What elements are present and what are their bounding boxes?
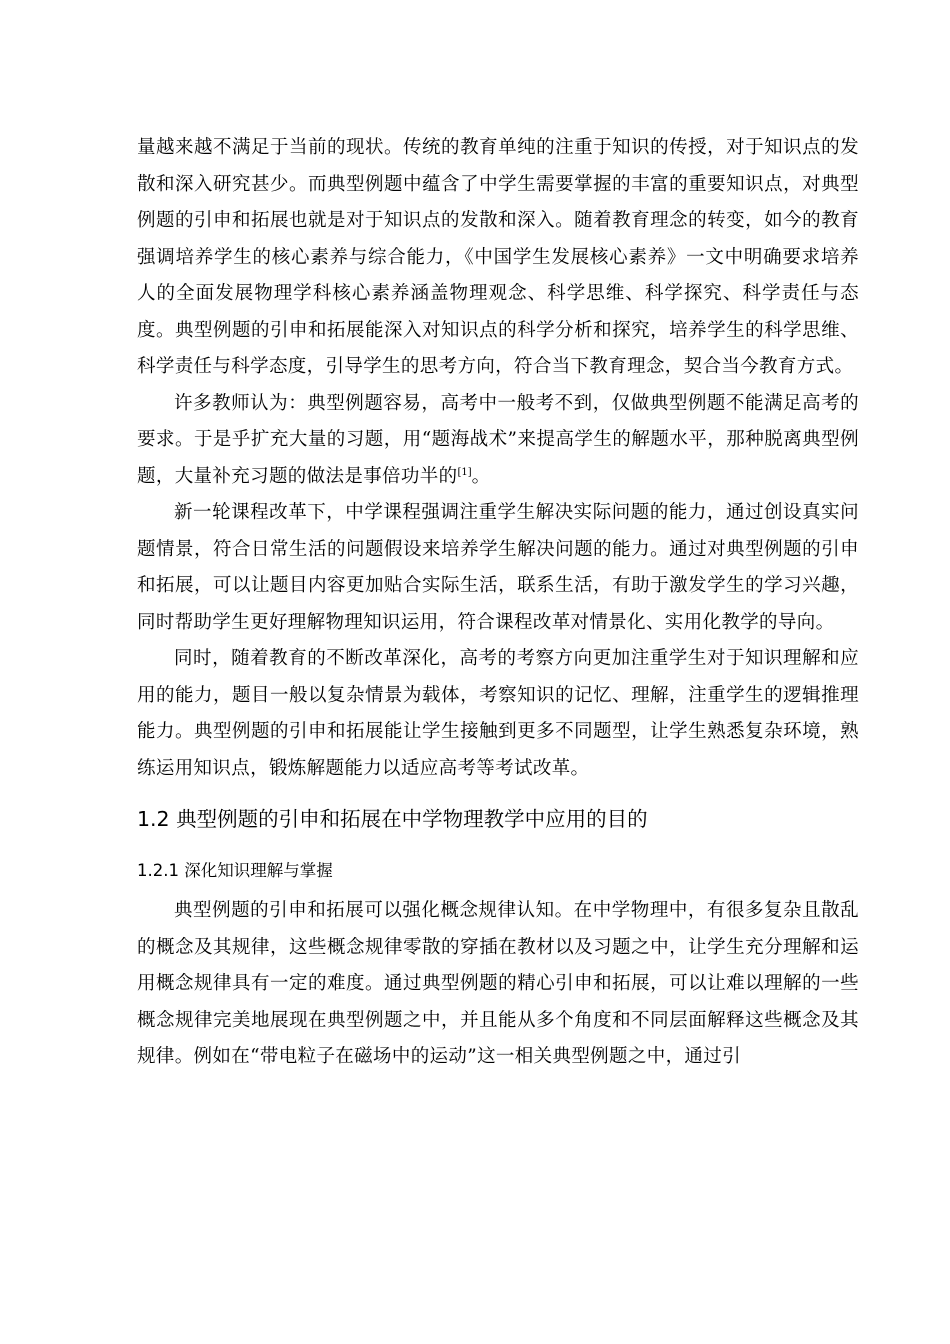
- document-page: [137, 130, 859, 1076]
- paragraph-5: 典型例题的引申和拓展可以强化概念规律认知。在中学物理中，有很多复杂且散乱的概念及其规律，这些概念规律零散的穿插在教材以及习题之中，让学生充分理解和运用概念规律具有一定的难度。通过典型例题的精心引申和拓展，可以让难以理解的一些概念规律完美地展现在典型例题之中，并且能从多个角度和不同层面解释这些概念及其规律。例如在“带电粒子在磁场中的运动”这一相关典型例题之中，通过引: [137, 900, 859, 1067]
- paragraph-2-end: 。: [471, 465, 491, 487]
- paragraph-1: 量越来越不满足于当前的现状。传统的教育单纯的注重于知识的传授，对于知识点的发散和深入研究甚少。而典型例题中蕴含了中学生需要掌握的丰富的重要知识点，对典型例题的引申和拓展也就是对于知识点的发散和深入。随着教育理念的转变，如今的教育强调培养学生的核心素养与综合能力，《中国学生发展核心素养》一文中明确要求培养人的全面发展物理学科核心素养涵盖物理观念、科学思维、科学探究、科学责任与态度。典型例题的引申和拓展能深入对知识点的科学分析和探究，培养学生的科学思维、科学责任与科学态度，引导学生的思考方向，符合当下教育理念，契合当今教育方式。: [137, 137, 859, 377]
- paragraph-3: 新一轮课程改革下，中学课程强调注重学生解决实际问题的能力，通过创设真实问题情景，符合日常生活的问题假设来培养学生解决问题的能力。通过对典型例题的引申和拓展，可以让题目内容更加贴合实际生活，联系生活，有助于激发学生的学习兴趣，同时帮助学生更好理解物理知识运用，符合课程改革对情景化、实用化教学的导向。: [137, 502, 859, 633]
- citation-reference[interactable]: [1]: [457, 466, 472, 478]
- section-heading-1-2: 1.2 典型例题的引申和拓展在中学物理教学中应用的目的: [137, 807, 648, 831]
- paragraph-2-text: 许多教师认为：典型例题容易，高考中一般考不到，仅做典型例题不能满足高考的要求。于是乎扩充大量的习题，用“题海战术”来提高学生的解题水平，那种脱离典型例题，大量补充习题的做法是事倍功半的: [137, 392, 859, 487]
- paragraph-2: [137, 386, 859, 496]
- paragraph-4: 同时，随着教育的不断改革深化，高考的考察方向更加注重学生对于知识理解和应用的能力，题目一般以复杂情景为载体，考察知识的记忆、理解，注重学生的逻辑推理能力。典型例题的引申和拓展能让学生接触到更多不同题型，让学生熟悉复杂环境，熟练运用知识点，锻炼解题能力以适应高考等考试改革。: [137, 648, 859, 779]
- subsection-heading-1-2-1: 1.2.1 深化知识理解与掌握: [137, 861, 333, 880]
